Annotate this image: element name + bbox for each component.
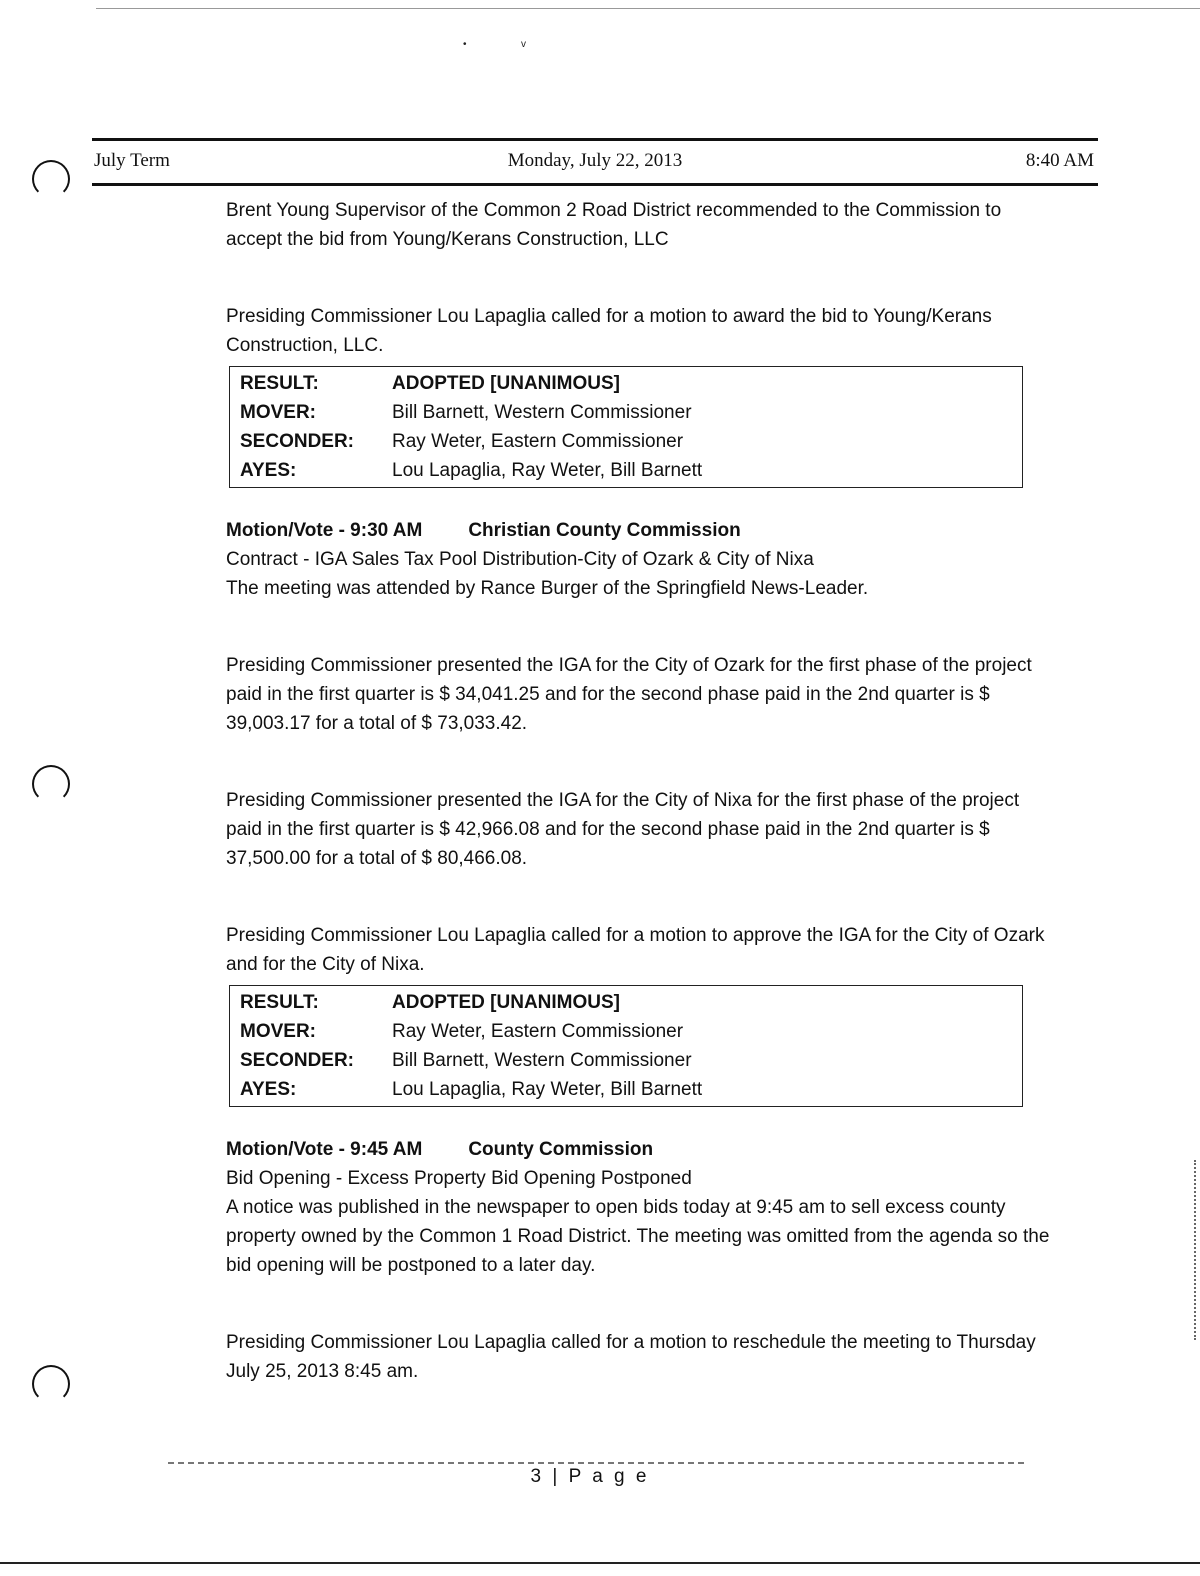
vote-label: MOVER: [240,1021,316,1042]
vote-result-table [229,366,1023,488]
scan-bottom-rule [0,1562,1200,1564]
paragraph-bid-opening: Bid Opening - Excess Property Bid Opening Postponed [226,1168,692,1189]
header-term: July Term [94,150,170,171]
header-time: 8:40 AM [1025,150,1094,171]
vote-label: SECONDER: [240,431,355,452]
vote-label: AYES: [240,460,297,481]
motion-title: County Commission [468,1139,654,1160]
motion-heading [226,516,1056,545]
vote-ayes: Lou Lapaglia, Ray Weter, Bill Barnett [392,460,703,481]
vote-row-ayes [240,456,1022,485]
paragraph-recommendation: Brent Young Supervisor of the Common 2 Road District recommended to the Commission to accept the bid from Young/Kerans Construction, LLC [226,200,1002,250]
paragraph-notice: A notice was published in the newspaper to open bids today at 9:45 am to sell excess county property owned by the Common 1 Road District. The meeting was omitted from the agenda so the bid opening will be postponed to a later day. [226,1197,1050,1276]
header-date: Monday, July 22, 2013 [507,150,683,171]
motion-time: Motion/Vote - 9:45 AM [226,1139,423,1160]
vote-row-seconder [240,427,1022,456]
paragraph-motion-call: Presiding Commissioner Lou Lapaglia called for a motion to approve the IGA for the City of Ozark and for the City of Nixa. [226,925,1045,975]
vote-label: RESULT: [240,992,319,1013]
page-number: 3 | P a g e [530,1466,650,1487]
binder-hole-icon [32,1365,70,1403]
minutes-body [226,196,1056,1386]
vote-label: MOVER: [240,402,316,423]
vote-mover: Ray Weter, Eastern Commissioner [392,1021,684,1042]
vote-label: SECONDER: [240,1050,355,1071]
vote-result: ADOPTED [UNANIMOUS] [392,373,620,394]
vote-row-seconder [240,1046,1022,1075]
vote-row-result [240,369,1022,398]
footer-rule [168,1462,1024,1464]
binder-hole-icon [32,765,70,803]
motion-title: Christian County Commission [468,520,741,541]
vote-ayes: Lou Lapaglia, Ray Weter, Bill Barnett [392,1079,703,1100]
vote-seconder: Bill Barnett, Western Commissioner [392,1050,692,1071]
paragraph-attendance: The meeting was attended by Rance Burger of the Springfield News-Leader. [226,578,869,599]
paragraph-nixa-iga: Presiding Commissioner presented the IGA for the City of Nixa for the first phase of the project paid in the first quarter is $ 42,966.08 and for the second phase paid in the 2nd quarter is $ 37,500.00 for a total of $ 80,466.08. [226,790,1020,869]
paragraph-ozark-iga: Presiding Commissioner presented the IGA for the City of Ozark for the first phase of the project paid in the first quarter is $ 34,041.25 and for the second phase paid in the 2nd quarter is $ 39,003.17 for a total of $ 73,033.42. [226,655,1032,734]
binder-hole-icon [32,160,70,198]
paragraph-motion-call: Presiding Commissioner Lou Lapaglia called for a motion to award the bid to Young/Kerans Construction, LLC. [226,306,992,356]
vote-seconder: Ray Weter, Eastern Commissioner [392,431,684,452]
scan-top-rule [96,8,1200,9]
vote-label: RESULT: [240,373,319,394]
motion-heading [226,1135,1056,1164]
vote-row-mover [240,1017,1022,1046]
scan-speck: • [463,39,467,50]
vote-result: ADOPTED [UNANIMOUS] [392,992,620,1013]
vote-row-ayes [240,1075,1022,1104]
vote-result-table [229,985,1023,1107]
scan-edge-mark [1194,1160,1196,1340]
paragraph-contract: Contract - IGA Sales Tax Pool Distribution-City of Ozark & City of Nixa [226,549,814,570]
vote-mover: Bill Barnett, Western Commissioner [392,402,692,423]
paragraph-reschedule: Presiding Commissioner Lou Lapaglia called for a motion to reschedule the meeting to Thursday July 25, 2013 8:45 am. [226,1332,1036,1382]
vote-label: AYES: [240,1079,297,1100]
motion-time: Motion/Vote - 9:30 AM [226,520,423,541]
vote-row-mover [240,398,1022,427]
page-header [92,138,1098,186]
vote-row-result [240,988,1022,1017]
scan-speck: v [521,39,526,50]
